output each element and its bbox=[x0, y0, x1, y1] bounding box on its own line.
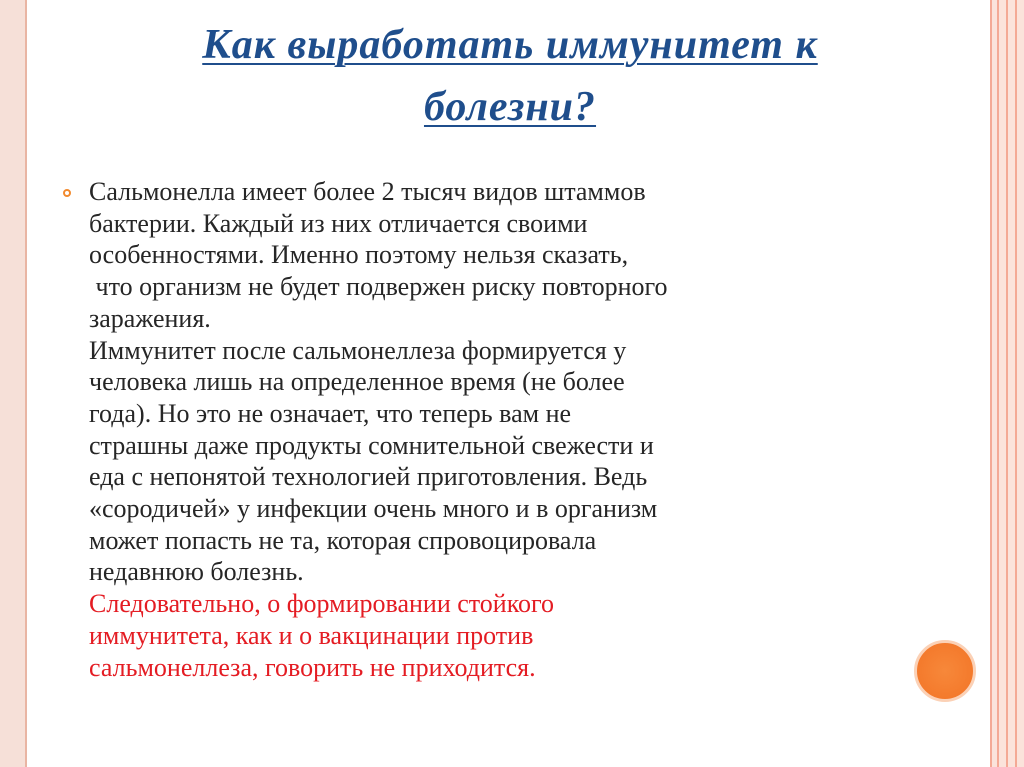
right-frame-stripes bbox=[988, 0, 1024, 767]
highlight-line: сальмонеллеза, говорить не приходится. bbox=[89, 652, 536, 682]
slide-title bbox=[60, 14, 960, 138]
circle-bullet-icon bbox=[63, 189, 71, 197]
paragraph-line: Сальмонелла имеет более 2 тысяч видов штаммов bbox=[89, 177, 646, 206]
title-line-2: болезни? bbox=[423, 84, 597, 130]
orange-circle-icon bbox=[914, 640, 976, 702]
paragraph-line: человека лишь на определенное время (не более bbox=[89, 367, 625, 397]
paragraph-line: особенностями. Именно поэтому нельзя сказать, bbox=[89, 240, 629, 270]
paragraph-line: страшны даже продукты сомнительной свежести и bbox=[89, 430, 654, 460]
title-line-1: Как выработать иммунитет к bbox=[202, 22, 818, 68]
paragraph-line: Иммунитет после сальмонеллеза формируется у bbox=[89, 335, 627, 365]
paragraph-line: года). Но это не означает, что теперь вам не bbox=[89, 398, 572, 428]
paragraph-line: «сородичей» у инфекции очень много и в организм bbox=[89, 494, 658, 524]
paragraph-line: заражения. bbox=[89, 303, 211, 333]
paragraph-line: еда с непонятой технологией приготовления. Ведь bbox=[89, 462, 648, 492]
paragraph-line: бактерии. Каждый из них отличается своими bbox=[89, 208, 588, 238]
paragraph-line: недавнюю болезнь. bbox=[89, 557, 304, 587]
left-frame-border bbox=[0, 0, 27, 767]
paragraph-line: что организм не будет подвержен риску повторного bbox=[89, 272, 668, 302]
body-paragraph bbox=[89, 176, 889, 683]
paragraph-line: может попасть не та, которая спровоцировала bbox=[89, 525, 597, 555]
highlight-line: Следовательно, о формировании стойкого bbox=[89, 589, 555, 619]
highlight-line: иммунитета, как и о вакцинации против bbox=[89, 620, 534, 650]
